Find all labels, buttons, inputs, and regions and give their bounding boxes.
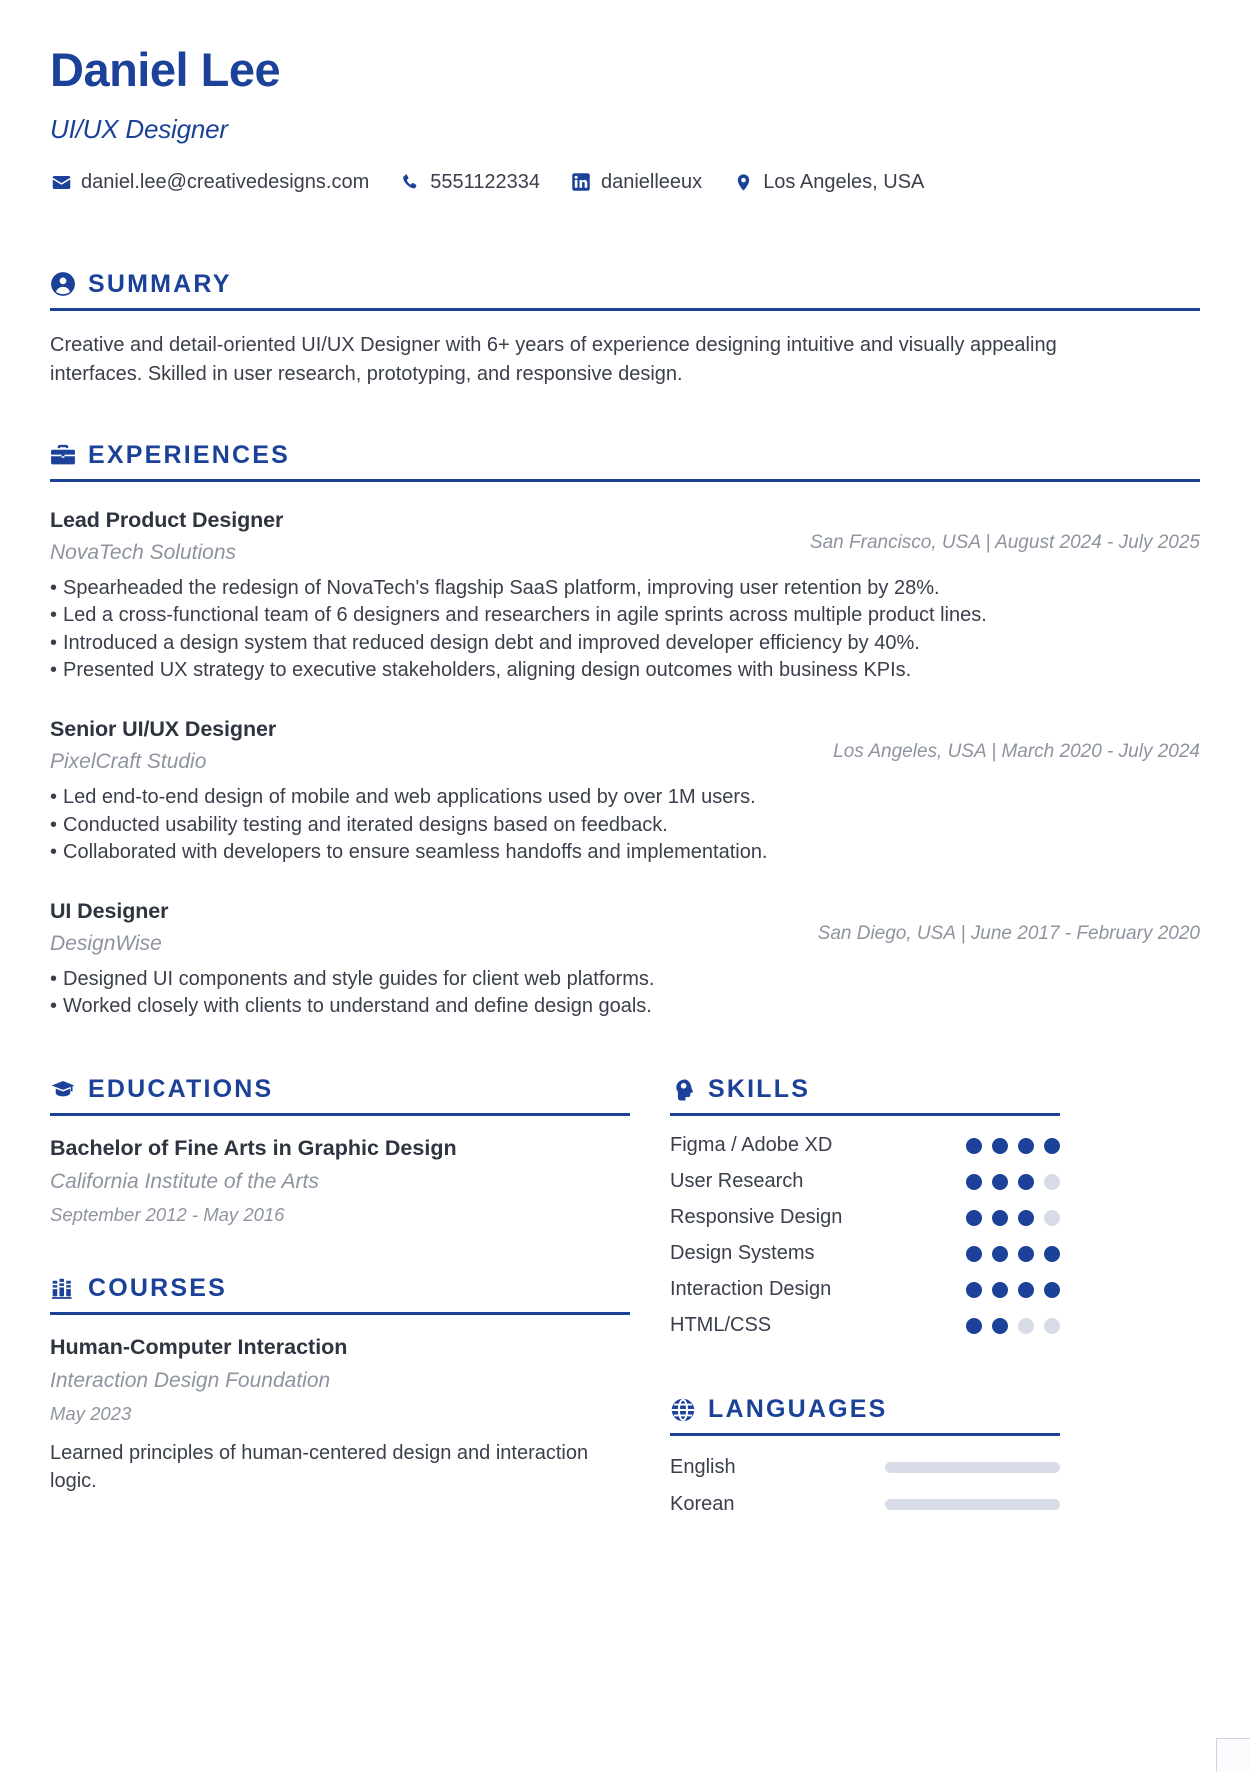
linkedin-icon (570, 171, 592, 193)
job-title: UI/UX Designer (50, 113, 228, 144)
languages-heading (670, 1395, 1060, 1424)
experience-meta: San Diego, USA | June 2017 - February 2020 (817, 922, 1200, 944)
bullet-text: Led end-to-end design of mobile and web applications used by over 1M users. (63, 786, 756, 809)
skill-name: HTML/CSS (670, 1314, 772, 1337)
languages-rule (670, 1433, 1060, 1436)
skill-dot (966, 1138, 982, 1154)
skill-row (670, 1278, 1060, 1301)
books-icon (50, 1276, 76, 1302)
skill-name: Interaction Design (670, 1278, 832, 1301)
bullet-text: Worked closely with clients to understand and define design goals. (63, 995, 652, 1018)
experience-meta: San Francisco, USA | August 2024 - July 2025 (809, 531, 1200, 553)
skill-dot (1044, 1210, 1060, 1226)
experience-company: PixelCraft Studio (50, 750, 207, 774)
educations-heading (50, 1075, 630, 1104)
skill-dot (992, 1282, 1008, 1298)
experiences-title: EXPERIENCES (88, 440, 291, 469)
skill-name: Figma / Adobe XD (670, 1134, 833, 1157)
skill-dot (992, 1246, 1008, 1262)
language-name: Korean (670, 1493, 735, 1516)
bullet-item: • Led a cross-functional team of 6 designers and researchers in agile sprints across multiple product lines. (50, 602, 1200, 630)
skill-dot (1018, 1282, 1034, 1298)
contact-phone-text: 5551122334 (430, 170, 540, 193)
right-column (670, 1075, 1060, 1516)
experience-role: Lead Product Designer (50, 507, 284, 532)
section-languages (670, 1395, 1060, 1516)
contact-linkedin[interactable] (570, 171, 702, 194)
contact-email-text: daniel.lee@creativedesigns.com (81, 170, 370, 193)
courses-title: COURSES (88, 1274, 228, 1303)
languages-list (670, 1456, 1060, 1516)
skill-dot (992, 1318, 1008, 1334)
course-description: Learned principles of human-centered design and interaction logic. (50, 1442, 589, 1493)
experience-bullets (50, 784, 1200, 867)
phone-icon (399, 171, 421, 193)
skill-dot (1018, 1210, 1034, 1226)
bullet-item: • Designed UI components and style guides for client web platforms. (50, 966, 1200, 994)
skill-row (670, 1242, 1060, 1265)
skill-name: User Research (670, 1170, 804, 1193)
skills-heading (670, 1075, 1060, 1104)
skill-dot (1044, 1282, 1060, 1298)
course-name: Human-Computer Interaction (50, 1335, 348, 1360)
section-educations (50, 1075, 630, 1226)
skill-dot (1044, 1246, 1060, 1262)
skill-rating (966, 1210, 1060, 1226)
skill-dot (966, 1210, 982, 1226)
experience-company: DesignWise (50, 931, 162, 955)
skill-rating (966, 1318, 1060, 1334)
skill-row (670, 1314, 1060, 1337)
education-item (50, 1136, 630, 1226)
experience-company: NovaTech Solutions (50, 540, 237, 564)
page-title: Daniel Lee (50, 43, 281, 96)
skill-dot (1018, 1246, 1034, 1262)
experience-bullets (50, 966, 1200, 1021)
experience-role: Senior UI/UX Designer (50, 717, 277, 742)
page-corner-fold (1216, 1738, 1250, 1772)
experience-meta: Los Angeles, USA | March 2020 - July 2024 (833, 741, 1200, 763)
skills-list (670, 1134, 1060, 1337)
section-summary (50, 270, 1200, 389)
courses-rule (50, 1312, 630, 1315)
skill-dot (1018, 1174, 1034, 1190)
brain-head-icon (670, 1077, 696, 1103)
bullet-item: • Spearheaded the redesign of NovaTech's flagship SaaS platform, improving user retention by 28%. (50, 575, 1200, 603)
experiences-heading (50, 441, 1200, 470)
contact-linkedin-text: danielleeux (600, 170, 703, 193)
person-icon (50, 271, 76, 297)
bullet-text: Presented UX strategy to executive stakeholders, aligning design outcomes with business KPIs. (63, 659, 912, 682)
education-school: California Institute of the Arts (50, 1170, 319, 1194)
languages-title: LANGUAGES (708, 1395, 888, 1424)
course-item (50, 1335, 630, 1495)
bullet-item: • Led end-to-end design of mobile and web applications used by over 1M users. (50, 784, 1200, 812)
skill-row (670, 1206, 1060, 1229)
skill-dot (1044, 1174, 1060, 1190)
summary-title: SUMMARY (88, 269, 232, 298)
language-progress (885, 1462, 1060, 1473)
skill-dot (966, 1174, 982, 1190)
skill-dot (966, 1246, 982, 1262)
skill-row (670, 1134, 1060, 1157)
language-progress (885, 1499, 1060, 1510)
summary-rule (50, 308, 1200, 311)
skill-dot (966, 1282, 982, 1298)
experience-role: UI Designer (50, 898, 169, 923)
left-column (50, 1075, 630, 1516)
skill-dot (992, 1210, 1008, 1226)
location-icon (732, 171, 754, 193)
skill-dot (992, 1138, 1008, 1154)
bullet-text: Conducted usability testing and iterated designs based on feedback. (63, 813, 668, 836)
resume-header (50, 44, 1200, 194)
experiences-rule (50, 479, 1200, 482)
skill-rating (966, 1138, 1060, 1154)
experience-bullets (50, 575, 1200, 685)
email-icon (50, 171, 72, 193)
bullet-text: Designed UI components and style guides for client web platforms. (63, 967, 655, 990)
bullet-item: • Collaborated with developers to ensure seamless handoffs and implementation. (50, 839, 1200, 867)
contact-location-text: Los Angeles, USA (763, 170, 925, 193)
courses-heading (50, 1274, 630, 1303)
skill-row (670, 1170, 1060, 1193)
contact-location (732, 171, 924, 194)
contact-email[interactable] (50, 171, 369, 194)
briefcase-icon (50, 442, 76, 468)
graduation-cap-icon (50, 1077, 76, 1103)
educations-rule (50, 1113, 630, 1116)
bullet-text: Led a cross-functional team of 6 designers and researchers in agile sprints across multiple product lines. (63, 604, 987, 627)
skill-rating (966, 1174, 1060, 1190)
experience-item (50, 717, 1200, 867)
course-provider: Interaction Design Foundation (50, 1369, 331, 1393)
language-row (670, 1456, 1060, 1479)
bullet-item: • Introduced a design system that reduced design debt and improved developer efficiency by 40%. (50, 630, 1200, 658)
skill-name: Responsive Design (670, 1206, 843, 1229)
bullet-text: Spearheaded the redesign of NovaTech's flagship SaaS platform, improving user retention by 28%. (63, 576, 940, 599)
education-date: September 2012 - May 2016 (50, 1204, 285, 1226)
skills-rule (670, 1113, 1060, 1116)
skill-dot (1044, 1138, 1060, 1154)
educations-title: EDUCATIONS (88, 1075, 274, 1104)
globe-icon (670, 1397, 696, 1423)
section-courses (50, 1274, 630, 1495)
summary-heading (50, 270, 1200, 299)
bullet-item: • Worked closely with clients to understand and define design goals. (50, 993, 1200, 1021)
skill-rating (966, 1246, 1060, 1262)
education-degree: Bachelor of Fine Arts in Graphic Design (50, 1136, 457, 1161)
skill-dot (992, 1174, 1008, 1190)
section-experiences (50, 441, 1200, 1021)
course-date: May 2023 (50, 1403, 132, 1425)
lower-columns (50, 1075, 1200, 1516)
section-skills (670, 1075, 1060, 1337)
language-name: English (670, 1456, 736, 1479)
bullet-text: Introduced a design system that reduced design debt and improved developer efficiency by 40%. (63, 631, 920, 654)
skill-dot (1018, 1138, 1034, 1154)
skill-dot (966, 1318, 982, 1334)
skill-dot (1018, 1318, 1034, 1334)
contact-row (50, 171, 1200, 194)
bullet-item: • Conducted usability testing and iterated designs based on feedback. (50, 812, 1200, 840)
bullet-text: Collaborated with developers to ensure seamless handoffs and implementation. (63, 841, 768, 864)
language-row (670, 1493, 1060, 1516)
bullet-item: • Presented UX strategy to executive stakeholders, aligning design outcomes with business KPIs. (50, 657, 1200, 685)
skills-title: SKILLS (708, 1075, 811, 1104)
contact-phone[interactable] (399, 171, 540, 194)
experience-item (50, 899, 1200, 1021)
summary-text: Creative and detail-oriented UI/UX Designer with 6+ years of experience designing intuitive and visually appealing interfaces. Skilled in user research, prototyping, and responsive design. (50, 333, 1057, 385)
skill-name: Design Systems (670, 1242, 815, 1265)
experience-item (50, 508, 1200, 685)
skill-dot (1044, 1318, 1060, 1334)
skill-rating (966, 1282, 1060, 1298)
